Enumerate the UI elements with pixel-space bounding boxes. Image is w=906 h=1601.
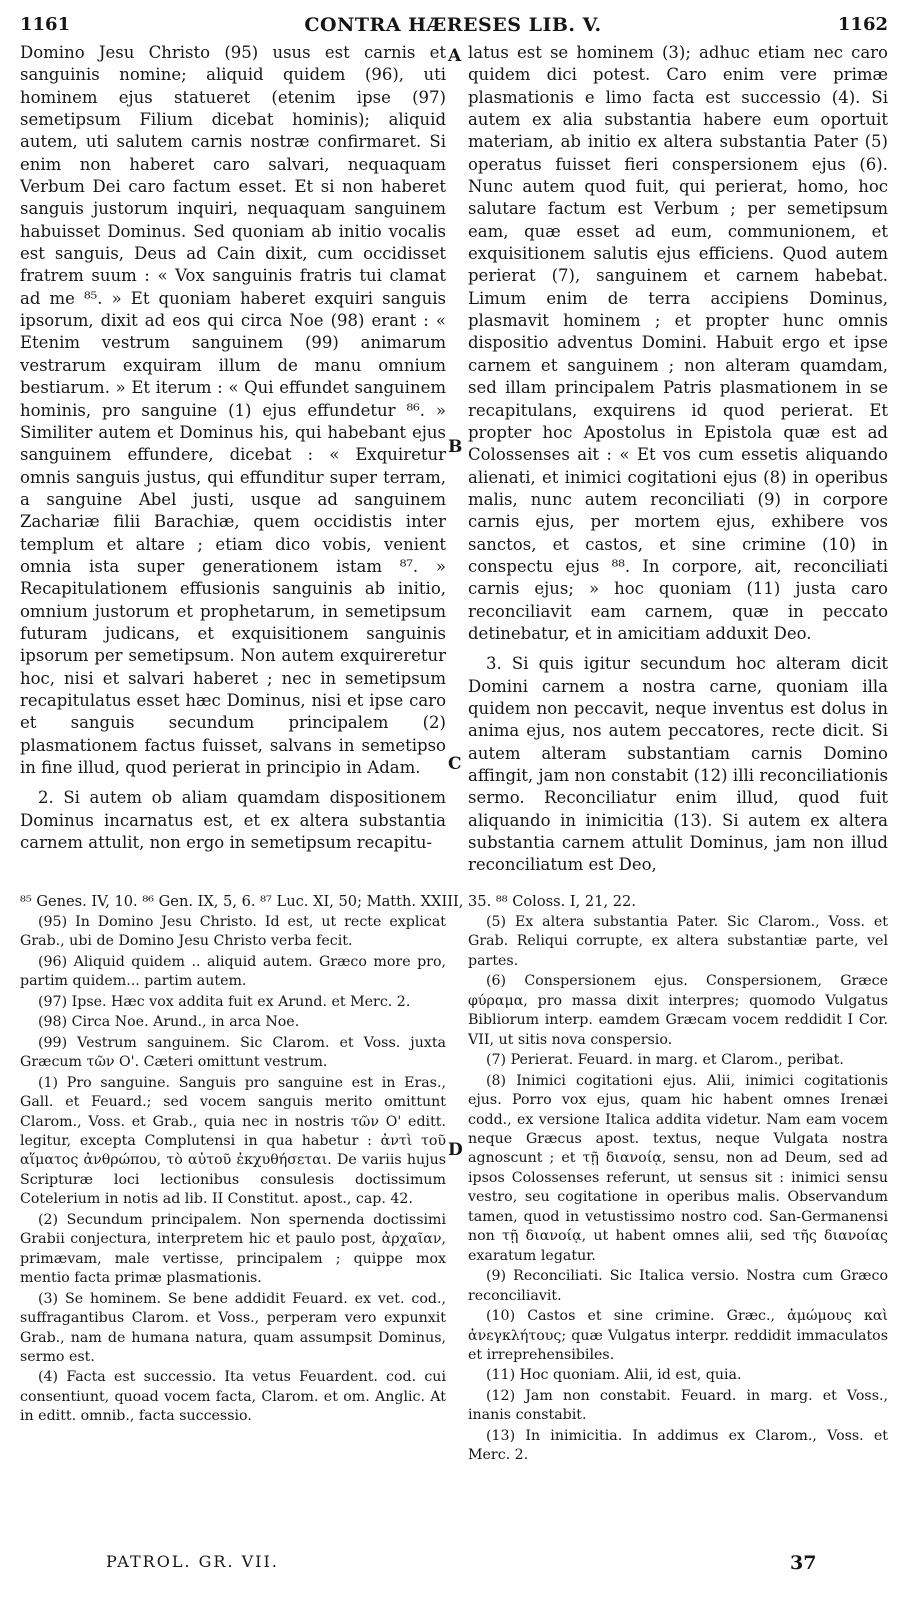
right-footnotes xyxy=(468,913,888,1467)
footnote: (95) In Domino Jesu Christo. Id est, ut recte explicat Grab., ubi de Domino Jesu Christo verba fecit. xyxy=(20,914,446,950)
footnote: (3) Se hominem. Se bene addidit Feuard. ex vet. cod., suffragantibus Clarom. et Voss., perperam vero expunxit Grab., nam de humana natura, quam assumpsit Dominus, sermo est. xyxy=(20,1290,446,1365)
main-paragraph: 3. Si quis igitur secundum hoc alteram dicit Domini carnem a nostra carne, quoniam illa quidem non peccavit, neque inventus est dolus in anima ejus, nos autem peccatores, recte dicit. Si autem alteram substantiam carnis Domino affingit, jam non constabit (12) illi reconciliationis sermo. Reconciliatur enim illud, quod fuit aliquando in inimicitia (13). Si autem ex altera substantia carnem attulit Dominus, jam non illud reconciliatum est Deo, xyxy=(468,654,888,875)
footnote: (98) Circa Noe. Arund., in arca Noe. xyxy=(38,1014,300,1031)
page-number-left: 1161 xyxy=(20,14,71,35)
main-paragraph: latus est se hominem (3); adhuc etiam nec caro quidem dici potest. Caro enim vere primæ plasmationis e limo facta est successio (4). Si autem ex alia substantia habere eum oportuit materiam, ab initio ex altera substantia Pater (5) operatus fuisset fieri conspersionem ejus (6). Nunc autem quod fuit, qui perierat, homo, hoc salutare factum est Verbum ; per semetipsum eam, quæ esset ad eum, communionem, et exquisitionem salutis ejus efficiens. Quod autem perierat (7), sanguinem et carnem habebat. Limum enim de terra accipiens Dominus, plasmavit hominem ; et propter hunc omnis dispositio adventus Domini. Habuit ergo et ipse carnem et sanguinem ; non alteram quamdam, sed illam principalem Patris plasmationem in se recapitulans, exquirens id quod perierat. Et propter hoc Apostolus in Epistola quæ est ad Colossenses ait : « Et vos cum essetis aliquando alienati, et inimici cogitationi ejus (8) in operibus malis, nunc autem reconciliati (9) in corpore carnis ejus, per mortem ejus, exhibere vos sanctos, et castos, et sine crimine (10) in conspectu ejus ⁸⁸. In corpore, ait, reconciliati carnis ejus; » hoc quoniam (11) justa caro reconciliavit eam carnem, quæ in peccato detinebatur, et in amicitiam adduxit Deo. xyxy=(468,43,888,643)
margin-marker-c: C xyxy=(448,754,462,774)
right-main-column xyxy=(468,42,888,877)
footnote: (97) Ipse. Hæc vox addita fuit ex Arund. et Merc. 2. xyxy=(38,993,411,1010)
footnote: (7) Perierat. Feuard. in marg. et Clarom., peribat. xyxy=(486,1052,844,1069)
scripture-references: ⁸⁵ Genes. IV, 10. ⁸⁶ Gen. IX, 5, 6. ⁸⁷ Luc. XI, 50; Matth. XXIII, 35. ⁸⁸ Coloss. I, 21, 22. xyxy=(20,893,636,910)
left-footnotes xyxy=(20,913,446,1428)
footnote: (6) Conspersionem ejus. Conspersionem, Græce φύραμα, pro massa dixit interpres; quomodo Vulgatus Bibliorum interp. eamdem Græcam vocem reddidit I Cor. VII, ut sitis nova conspersio. xyxy=(468,973,888,1048)
footnote: (10) Castos et sine crimine. Græc., ἀμώμους καὶ ἀνεγκλήτους; quæ Vulgatus interpr. reddidit immaculatos et irreprehensibiles. xyxy=(468,1308,888,1363)
page-footer xyxy=(0,1552,906,1582)
footnote: (12) Jam non constabit. Feuard. in marg. et Voss., inanis constabit. xyxy=(468,1387,888,1424)
sheet-number: 37 xyxy=(790,1552,817,1574)
footnote: (99) Vestrum sanguinem. Sic Clarom. et Voss. juxta Græcum τῶν Ο'. Cæteri omittunt vestrum. xyxy=(20,1034,446,1071)
series-signature: PATROL. GR. VII. xyxy=(106,1552,279,1571)
left-main-column xyxy=(20,42,446,854)
footnote: (8) Inimici cogitationi ejus. Alii, inimici cogitationis ejus. Porro vox ejus, quam hic habent omnes Irenæi codd., ex versione Italica addita videtur. Nam eam vocem neque Græcus apost. textus, neque Vulgata nostra agnoscunt ; et τῇ διανοίᾳ, sensu, non ad Deum, sed ad ipsos Colossenses referunt, ut sensus sit : inimici sensu vestro, seu cogitatione in operibus malis. Observandum tamen, quod in vetustissimo nostro cod. San-Germanensi non τῇ διανοίᾳ, ut habent omnes alii, sed τῆς διανοίας exaratum legatur. xyxy=(468,1072,888,1264)
footnote: (9) Reconciliati. Sic Italica versio. Nostra cum Græco reconciliavit. xyxy=(468,1268,888,1304)
margin-marker-b: B xyxy=(448,437,463,457)
running-title: CONTRA HÆRESES LIB. V. xyxy=(304,14,602,36)
footnote: (96) Aliquid quidem .. aliquid autem. Græco more pro, partim quidem... partim autem. xyxy=(20,953,446,990)
footnote: (2) Secundum principalem. Non spernenda doctissimi Grabii conjectura, interpretem hic et paulo post, ἀρχαῖαν, primævam, male vertisse, principalem ; quippe mox mentio facta primæ plasmationis. xyxy=(20,1211,446,1287)
main-paragraph: Domino Jesu Christo (95) usus est carnis et sanguinis nomine; aliquid quidem (96), uti hominem ejus statueret (etenim ipse (97) semetipsum Filium dicebat hominis); aliquid autem, uti salutem carnis nostræ confirmaret. Si enim non haberet caro salvari, nequaquam Verbum Dei caro factum esset. Et si non haberet sanguis justorum inquiri, nequaquam sanguinem habuisset Dominus. Sed quoniam ab initio vocalis est sanguis, Deus ad Cain dixit, cum occidisset fratrem suum : « Vox sanguinis fratris tui clamat ad me ⁸⁵. » Et quoniam haberet exquiri sanguis ipsorum, dixit ad eos qui circa Noe (98) erant : « Etenim vestrum sanguinem (99) animarum vestrarum exquiram illum de manu omnium bestiarum. » Et iterum : « Qui effundet sanguinem hominis, pro sanguine (1) ejus effundetur ⁸⁶. » Similiter autem et Dominus his, qui habebant ejus sanguinem effundere, dicebat : « Exquiretur omnis sanguis justus, qui effunditur super terram, a sanguine Abel justi, usque ad sanguinem Zachariæ filii Barachiæ, quem occidistis inter templum et altare ; etiam dico vobis, venient omnia ista super generationem istam ⁸⁷. » Recapitulationem effusionis sanguinis ab initio, omnium justorum et prophetarum, in semetipsum futuram judicans, et exquisitionem sanguinis ipsorum per semetipsum. Non autem exquireretur hoc, nisi et salvari haberet ; nec in semetipsum recapitulatus esset hæc Dominus, nisi et ipse caro et sanguis secundum principalem (2) plasmationem factus fuisset, salvans in semetipso in fine illud, quod perierat in principio in Adam. xyxy=(20,43,446,777)
page-header xyxy=(0,14,906,40)
main-paragraph: 2. Si autem ob aliam quamdam dispositionem Dominus incarnatus est, et ex altera substantia carnem attulit, non ergo in semetipsum recapitu- xyxy=(20,788,446,853)
footnote: (5) Ex altera substantia Pater. Sic Clarom., Voss. et Grab. Reliqui corrupte, ex altera substantiæ parte, vel partes. xyxy=(468,914,888,969)
page-number-right: 1162 xyxy=(837,14,888,35)
margin-marker-d: D xyxy=(448,1140,463,1160)
footnote: (4) Facta est successio. Ita vetus Feuardent. cod. cui consentiunt, quoad vocem facta, Clarom. et om. Anglic. At in editt. omnib., facta successio. xyxy=(20,1369,446,1425)
margin-marker-a: A xyxy=(448,46,462,66)
footnote: (13) In inimicitia. In addimus ex Clarom., Voss. et Merc. 2. xyxy=(468,1427,888,1464)
footnote: (11) Hoc quoniam. Alii, id est, quia. xyxy=(486,1367,742,1384)
footnote: (1) Pro sanguine. Sanguis pro sanguine est in Eras., Gall. et Feuard.; sed vocem sanguis merito omittunt Clarom., Voss. et Grab., quia nec in nostris τῶν Ο' editt. legitur, excepta Complutensi in qua habetur : ἀντὶ τοῦ αἵματος ἀνθρώπου, τὸ αὐτοῦ ἐκχυθήσεται. De variis hujus Scripturæ loci lectionibus consulesis doctissimum Cotelerium in notis ad lib. II Constitut. apost., cap. 42. xyxy=(20,1074,446,1208)
